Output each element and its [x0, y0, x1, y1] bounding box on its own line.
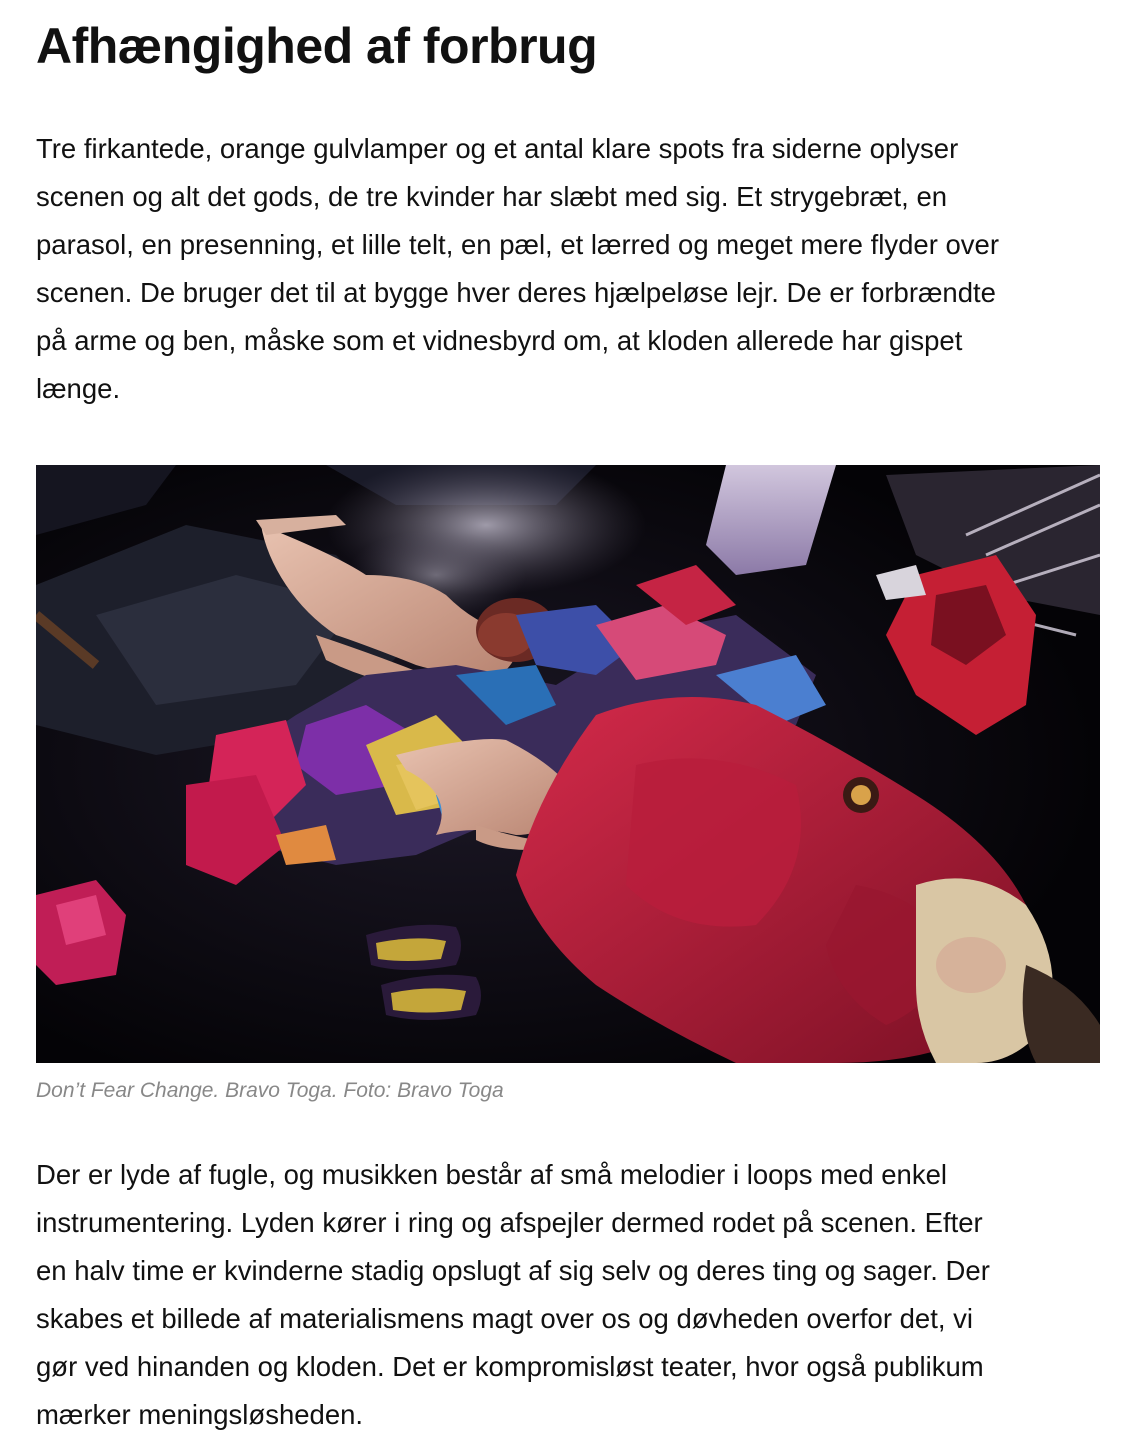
stage-photo-illustration: [36, 465, 1100, 1063]
stage-photo: [36, 465, 1100, 1063]
paragraph-line: scenen og alt det gods, de tre kvinder har slæbt med sig. Et strygebræt, en: [36, 181, 948, 212]
paragraph-line: længe.: [36, 373, 121, 404]
paragraph-line: skabes et billede af materialismens magt over os og døvheden overfor det, vi: [36, 1303, 974, 1334]
paragraph-line: scenen. De bruger det til at bygge hver deres hjælpeløse lejr. De er forbrændte: [36, 277, 996, 308]
paragraph-line: en halv time er kvinderne stadig opslugt af sig selv og deres ting og sager. Der: [36, 1255, 990, 1286]
paragraph-line: Der er lyde af fugle, og musikken består af små melodier i loops med enkel: [36, 1159, 947, 1190]
paragraph-line: mærker meningsløsheden.: [36, 1399, 364, 1430]
photo-caption: Don’t Fear Change. Bravo Toga. Foto: Bravo Toga: [36, 1079, 504, 1102]
paragraph-line: på arme og ben, måske som et vidnesbyrd om, at kloden allerede har gispet: [36, 325, 963, 356]
paragraph-line: gør ved hinanden og kloden. Det er kompromisløst teater, hvor også publikum: [36, 1351, 984, 1382]
paragraph-line: instrumentering. Lyden kører i ring og afspejler dermed rodet på scenen. Efter: [36, 1207, 983, 1238]
section-heading: Afhængighed af forbrug: [36, 18, 598, 74]
paragraph-1: [36, 125, 1100, 413]
paragraph-line: parasol, en presenning, et lille telt, en pæl, et lærred og meget mere flyder over: [36, 229, 999, 260]
paragraph-line: Tre firkantede, orange gulvlamper og et antal klare spots fra siderne oplyser: [36, 133, 959, 164]
paragraph-2: [36, 1151, 1100, 1439]
